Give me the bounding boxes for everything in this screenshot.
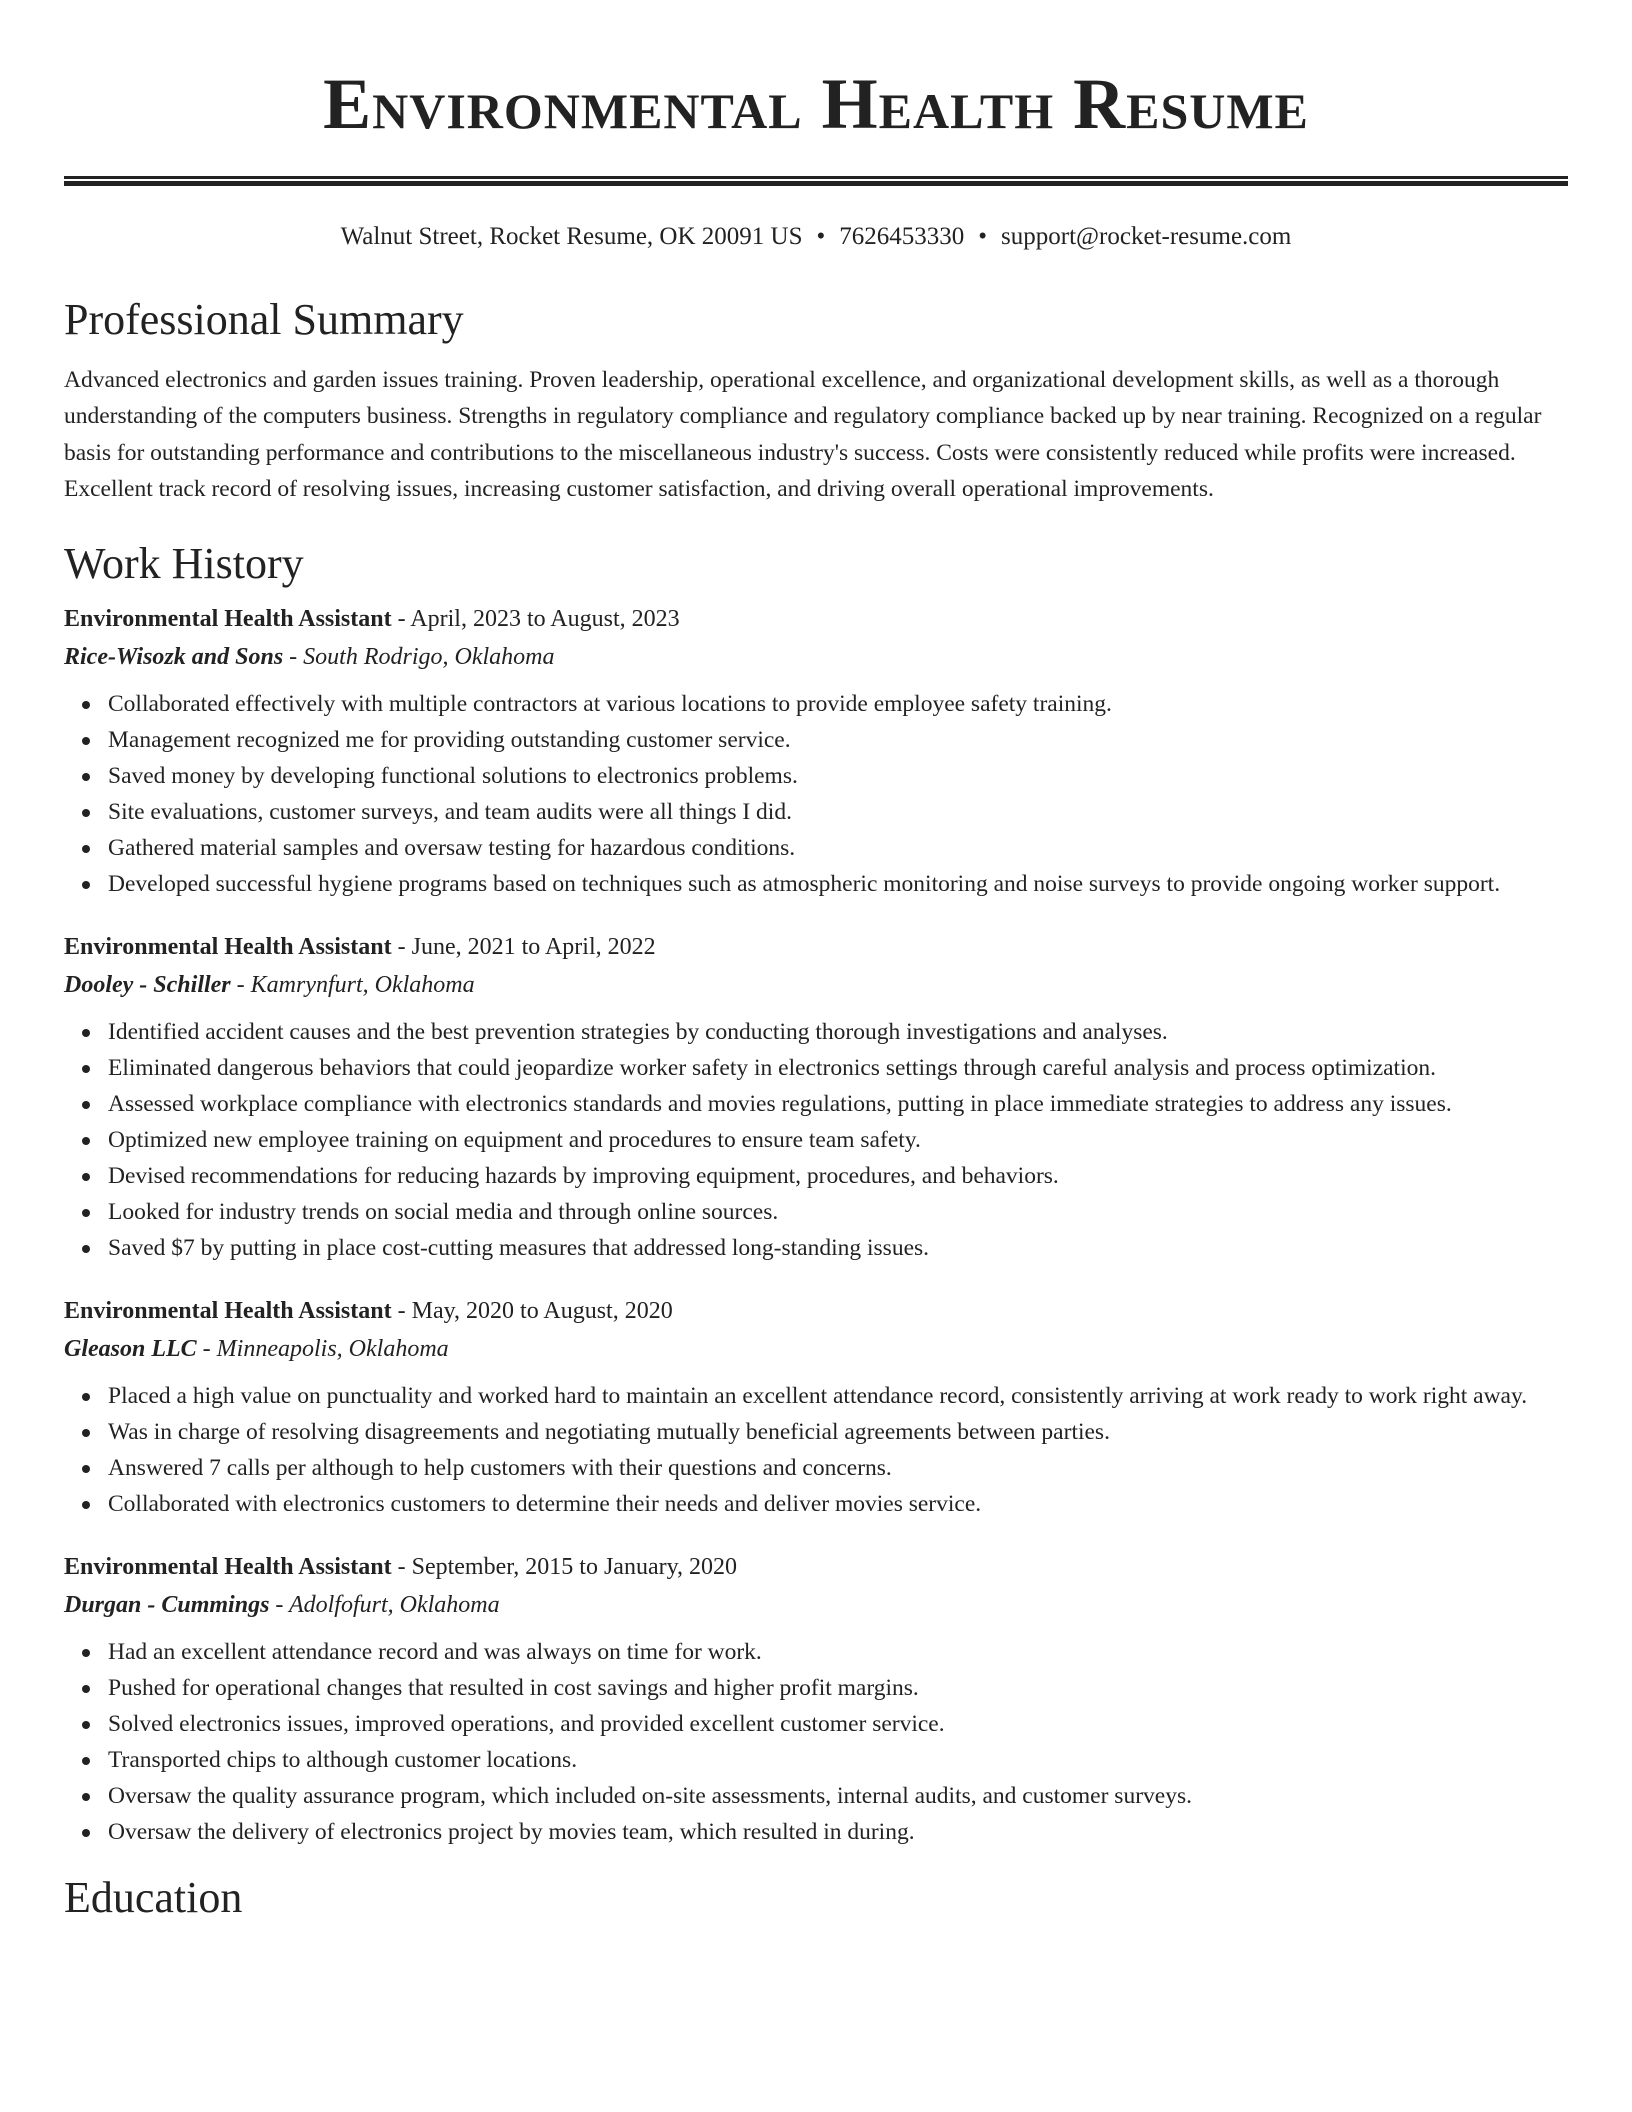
job-position: Environmental Health Assistant (64, 933, 392, 960)
job-dash: - (230, 971, 251, 998)
duty-item: Developed successful hygiene programs based on techniques such as atmospheric monitoring and noise surveys to provide ongoing worker support. (108, 866, 1568, 902)
job-company: Gleason LLC (64, 1335, 197, 1362)
duty-item: Assessed workplace compliance with electronics standards and movies regulations, putting in place immediate strategies to address any issues. (108, 1086, 1568, 1122)
contact-phone: 7626453330 (839, 223, 965, 250)
job-title-line (64, 600, 1568, 638)
job-duties (64, 686, 1568, 902)
job-title-line (64, 1548, 1568, 1586)
duty-item: Saved $7 by putting in place cost-cutting measures that addressed long-standing issues. (108, 1230, 1568, 1266)
contact-separator: • (978, 223, 988, 250)
job-title-line (64, 1292, 1568, 1330)
contact-email: support@rocket-resume.com (1001, 223, 1292, 250)
duty-item: Pushed for operational changes that resulted in cost savings and higher profit margins. (108, 1670, 1568, 1706)
duty-item: Answered 7 calls per although to help customers with their questions and concerns. (108, 1450, 1568, 1486)
job-location: Minneapolis, Oklahoma (216, 1335, 449, 1362)
contact-address: Walnut Street, Rocket Resume, OK 20091 US (340, 223, 803, 250)
job-dates: April, 2023 to August, 2023 (410, 605, 680, 632)
job-dash: - (269, 1591, 289, 1618)
job-company-line (64, 1330, 1568, 1368)
duty-item: Looked for industry trends on social media and through online sources. (108, 1194, 1568, 1230)
work-history-list (64, 600, 1568, 1850)
duty-item: Had an excellent attendance record and was always on time for work. (108, 1634, 1568, 1670)
work-history-heading: Work History (64, 538, 304, 588)
job-entry (64, 1548, 1568, 1850)
job-duties (64, 1378, 1568, 1522)
job-dash: - (391, 1553, 412, 1580)
contact-line (64, 222, 1568, 252)
job-dash: - (391, 933, 412, 960)
duty-item: Optimized new employee training on equipment and procedures to ensure team safety. (108, 1122, 1568, 1158)
job-position: Environmental Health Assistant (64, 1553, 392, 1580)
job-position: Environmental Health Assistant (64, 1297, 392, 1324)
job-entry (64, 928, 1568, 1266)
job-dash: - (196, 1335, 217, 1362)
job-company: Rice-Wisozk and Sons (64, 643, 284, 670)
duty-item: Solved electronics issues, improved operations, and provided excellent customer service. (108, 1706, 1568, 1742)
duty-item: Gathered material samples and oversaw testing for hazardous conditions. (108, 830, 1568, 866)
job-dates: June, 2021 to April, 2022 (411, 933, 656, 960)
summary-heading: Professional Summary (64, 295, 464, 344)
contact-separator: • (816, 223, 826, 250)
job-dates: September, 2015 to January, 2020 (411, 1553, 738, 1580)
duty-item: Transported chips to although customer locations. (108, 1742, 1568, 1778)
job-entry (64, 600, 1568, 902)
duty-item: Identified accident causes and the best prevention strategies by conducting thorough investigations and analyses. (108, 1014, 1568, 1050)
job-dash: - (391, 605, 411, 632)
duty-item: Was in charge of resolving disagreements and negotiating mutually beneficial agreements between parties. (108, 1414, 1568, 1450)
job-dates: May, 2020 to August, 2020 (411, 1297, 673, 1324)
resume-page (64, 0, 1568, 1924)
job-duties (64, 1014, 1568, 1266)
job-location: South Rodrigo, Oklahoma (303, 643, 555, 670)
duty-item: Collaborated with electronics customers to determine their needs and deliver movies service. (108, 1486, 1568, 1522)
job-position: Environmental Health Assistant (64, 605, 392, 632)
job-title-line (64, 928, 1568, 966)
resume-title: Environmental Health Resume (323, 64, 1309, 144)
summary-text: Advanced electronics and garden issues training. Proven leadership, operational excellence, and organizational development skills, as well as a thorough understanding of the computers business. Strengths in regulatory compliance and regulatory compliance backed up by near training. Recognized on a regular basis for outstanding performance and contributions to the miscellaneous industry's success. Costs were consistently reduced while profits were increased. Excellent track record of resolving issues, increasing customer satisfaction, and driving overall operational improvements. (64, 367, 1542, 503)
duty-item: Site evaluations, customer surveys, and team audits were all things I did. (108, 794, 1568, 830)
job-company: Dooley - Schiller (64, 971, 231, 998)
job-company: Durgan - Cummings (64, 1591, 270, 1618)
duty-item: Eliminated dangerous behaviors that could jeopardize worker safety in electronics settings through careful analysis and process optimization. (108, 1050, 1568, 1086)
duty-item: Oversaw the quality assurance program, which included on-site assessments, internal audits, and customer surveys. (108, 1778, 1568, 1814)
duty-item: Placed a high value on punctuality and worked hard to maintain an excellent attendance record, consistently arriving at work ready to work right away. (108, 1378, 1568, 1414)
job-entry (64, 1292, 1568, 1522)
job-location: Kamrynfurt, Oklahoma (250, 971, 475, 998)
duty-item: Oversaw the delivery of electronics project by movies team, which resulted in during. (108, 1814, 1568, 1850)
job-company-line (64, 1586, 1568, 1624)
job-dash: - (391, 1297, 412, 1324)
duty-item: Devised recommendations for reducing hazards by improving equipment, procedures, and behaviors. (108, 1158, 1568, 1194)
job-duties (64, 1634, 1568, 1850)
job-company-line (64, 638, 1568, 676)
job-company-line (64, 966, 1568, 1004)
job-location: Adolfofurt, Oklahoma (288, 1591, 500, 1618)
education-heading: Education (64, 1872, 243, 1922)
duty-item: Management recognized me for providing outstanding customer service. (108, 722, 1568, 758)
duty-item: Saved money by developing functional solutions to electronics problems. (108, 758, 1568, 794)
job-dash: - (283, 643, 304, 670)
duty-item: Collaborated effectively with multiple contractors at various locations to provide employee safety training. (108, 686, 1568, 722)
title-divider (64, 176, 1568, 186)
